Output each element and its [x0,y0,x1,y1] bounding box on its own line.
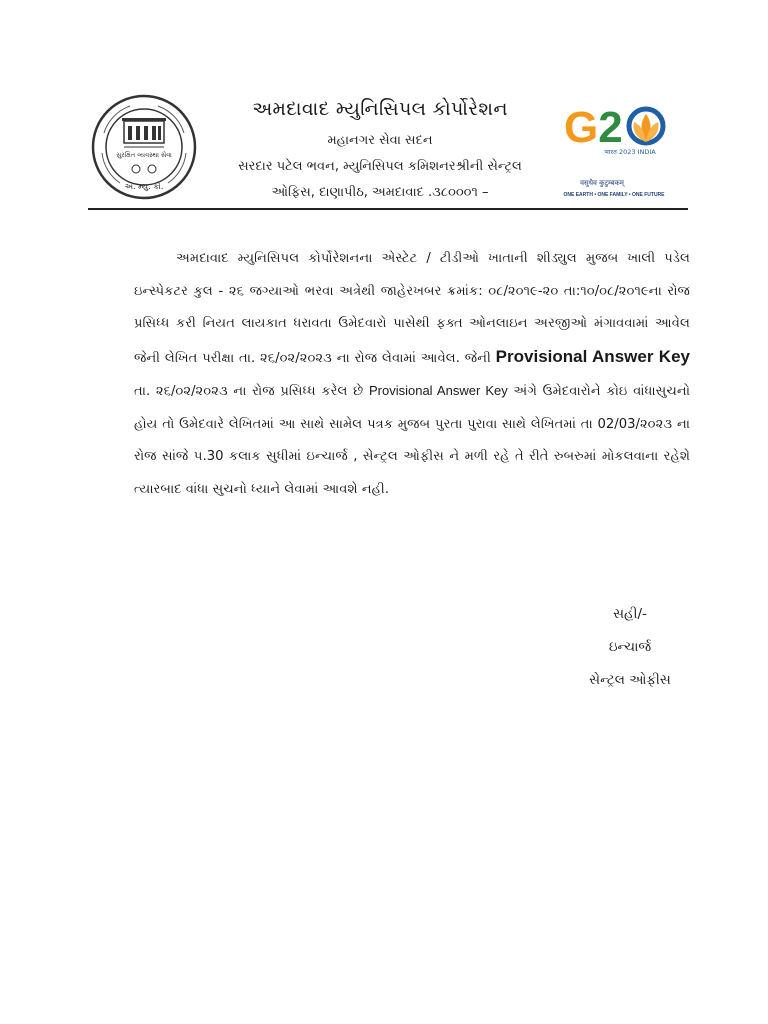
provisional-answer-key-heading: Provisional Answer Key [495,346,690,366]
letterhead [210,96,550,206]
signatory-title: ઇન્ચાર્જ [608,639,652,655]
letterhead-line-2: સરદાર પટેલ ભવન, મ્યુનિસિપલ કમિશનરશ્રીની સેન્ટ્રલ [238,159,522,174]
letterhead-line-1: મહાનગર સેવા સદન [327,133,433,148]
provisional-answer-key-inline: Provisional Answer Key [368,383,508,398]
amc-seal-logo [90,93,198,201]
seal-bottom-text: અ. મ્યુ. કો. [124,182,164,191]
g20-india-text: भारत 2023 INDIA [604,148,656,156]
signature-block [560,598,700,697]
g20-hindi-text: वसुधैव कुटुम्बकम् [580,179,624,187]
body-segment-2: તા. ૨૬/૦૨/૨૦૨૩ ના રોજ પ્રસિધ્ધ કરેલ છે [134,384,369,399]
notice-body [134,243,690,506]
g20-tagline: ONE EARTH • ONE FAMILY • ONE FUTURE [563,192,665,198]
letterhead-line-3: ઓફિસ, દાણાપીઠ, અમદાવાદ .૩૮૦૦૦૧ – [271,185,489,200]
g20-mark: G2 [564,103,623,152]
body-segment-3: અંગે ઉમેદવારોને કોઇ વાંધાસુચનો હોય તો ઉમેદવારે લેખિતમાં આ સાથે સામેલ પત્રક મુજબ પુરતા પુરાવા સાથે લેખિતમાં તા 02/03/૨૦૨૩ ના રોજ સાંજે ૫.30 કલાક સુધીમાં ઇન્ચાર્જ , સેન્ટ્રલ ઓફીસ ને મળી રહે તે રીતે રુબરુમાં મોકલવાના રહેશે ત્યારબાદ વાંધા સુચનો ધ્યાને લેવામાં આવશે નહી. [134,384,691,497]
signed-mark: સહી/- [613,606,647,622]
organization-name: અમદાવાદ મ્યુનિસિપલ કોર્પોરેશન [252,98,508,120]
signatory-office: સેન્ટ્રલ ઓફીસ [589,672,671,688]
seal-center-text: સુરક્ષિત વ્યવસ્થા સેવા [116,151,172,159]
body-segment-1: અમદાવાદ મ્યુનિસિપલ કોર્પોરેશનના એસ્ટેટ / ટીડીઓ ખાતાની શીડ્યુલ મુજબ ખાલી પડેલ ઇન્સ્પેકટર કુલ - ૨૬ જગ્યાઓ ભરવા અત્રેથી જાહેરખબર ક્રમાંક: ૦૮/૨૦૧૯-૨૦ તા:૧૦/૦૮/૨૦૧૯ના રોજ પ્રસિધ્ધ કરી નિયત લાયકાત ધરાવતા ઉમેદવારો પાસેથી ફક્ત ઓનલાઇન અરજીઓ મંગાવવામાં આવેલ જેની લેખિત પરીક્ષા તા. ૨૬/૦૨/૨૦૨૩ ના રોજ લેવામાં આવેલ. જેની [134,251,690,366]
header-divider [88,208,688,210]
g20-logo [550,92,690,204]
notice-paragraph [134,243,690,506]
